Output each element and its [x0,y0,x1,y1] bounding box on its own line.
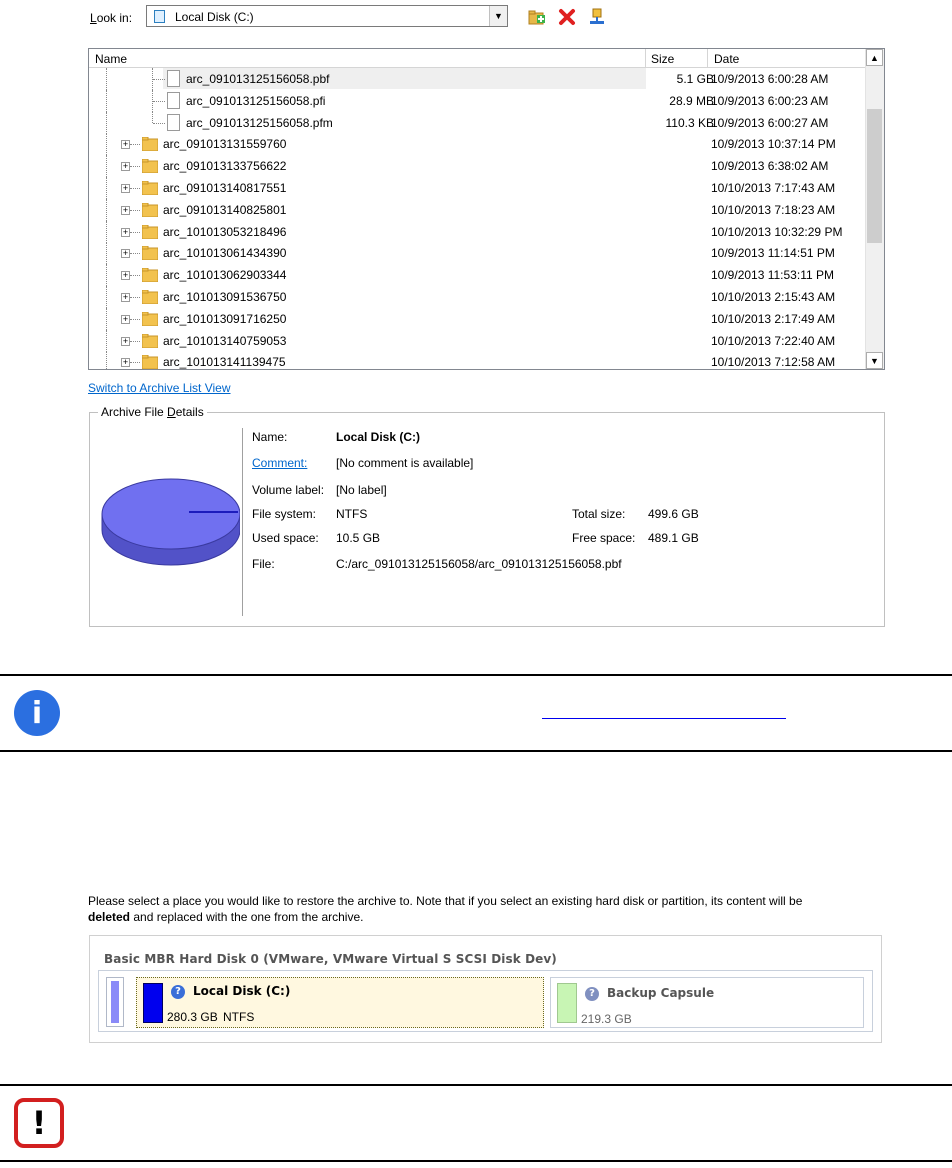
scroll-down-icon[interactable]: ▼ [866,352,883,369]
folder-name: arc_101013091716250 [163,311,287,326]
tree-guide [106,286,107,308]
file-date: 10/10/2013 7:17:43 AM [711,180,836,195]
file-date: 10/10/2013 7:12:58 AM [711,355,836,370]
disk-title: Basic MBR Hard Disk 0 (VMware, VMware Virtual S SCSI Disk Dev) [104,952,557,966]
name-value: Local Disk (C:) [336,430,421,444]
file-icon [167,114,180,131]
partition-size: 280.3 GB [167,1010,218,1024]
scroll-up-icon[interactable]: ▲ [866,49,883,66]
folder-name: arc_091013131559760 [163,137,287,152]
file-date: 10/9/2013 11:53:11 PM [711,268,834,283]
delete-icon[interactable] [558,8,576,26]
table-row[interactable] [89,199,865,221]
file-date: 10/10/2013 2:17:49 AM [711,311,836,326]
folder-name: arc_091013140817551 [163,180,287,195]
disk-unallocated-stub [106,977,124,1027]
restore-instruction-line2: deleted and replaced with the one from the archive. [88,910,364,924]
folder-icon [142,290,158,304]
note-link[interactable] [542,718,786,719]
partition-backup-capsule[interactable] [550,977,864,1028]
column-size[interactable]: Size [651,52,675,66]
file-date: 10/10/2013 7:18:23 AM [711,202,836,217]
table-row[interactable] [89,90,865,112]
table-row[interactable] [89,68,865,90]
file-date: 10/9/2013 6:00:28 AM [711,72,829,86]
switch-to-list-view-link[interactable]: Switch to Archive List View [88,381,231,395]
folder-name: arc_091013133756622 [163,159,287,174]
restore-instruction-line1: Please select a place you would like to restore the archive to. Note that if you select an existing hard disk or partition, its content will be [88,894,803,908]
folder-icon [142,159,158,173]
file-date: 10/9/2013 10:37:14 PM [711,137,836,152]
tree-guide [106,264,107,286]
expand-icon[interactable]: + [122,270,129,281]
total-size-value: 499.6 GB [648,507,699,521]
tree-guide [106,112,107,134]
table-row[interactable] [89,308,865,330]
tree-guide [106,199,107,221]
partition-color-bar [557,983,577,1023]
total-size-label: Total size: [572,507,626,521]
expand-icon[interactable]: + [122,357,129,368]
partition-size: 219.3 GB [581,1012,632,1026]
folder-icon [142,268,158,282]
partition-name: Local Disk (C:) [193,984,291,998]
free-space-value: 489.1 GB [648,531,699,545]
file-size: 5.1 GB [676,72,714,86]
folder-name: arc_091013140825801 [163,202,287,217]
folder-icon [142,225,158,239]
warning-bottom-rule [0,1160,952,1162]
file-icon [167,70,180,87]
tree-guide [106,242,107,264]
file-name: arc_091013125156058.pfm [186,115,333,130]
expand-icon[interactable]: + [122,226,129,237]
expand-icon[interactable]: + [122,139,129,150]
chevron-down-icon[interactable]: ▼ [489,6,507,26]
table-row[interactable] [89,286,865,308]
name-label: Name: [252,430,288,444]
partition-fs: NTFS [223,1010,255,1024]
used-space-value: 10.5 GB [336,531,381,545]
file-size: 28.9 MB [669,93,714,108]
partition-name: Backup Capsule [607,986,715,1000]
folder-icon [142,355,158,369]
expand-icon[interactable]: + [122,248,129,259]
table-row[interactable] [89,242,865,264]
partition-color-bar [143,983,163,1023]
tree-guide [106,155,107,177]
question-icon: ? [171,985,185,999]
file-label: File: [252,557,275,571]
expand-icon[interactable]: + [122,182,129,193]
comment-link[interactable]: Comment: [252,456,308,470]
folder-name: arc_101013140759053 [163,333,287,348]
tree-guide [106,351,107,370]
look-in-label: Look in: [90,11,133,25]
folder-icon [142,312,158,326]
table-row[interactable] [89,351,865,370]
tree-guide [106,308,107,330]
scroll-thumb[interactable] [867,109,882,243]
file-date: 10/10/2013 2:15:43 AM [711,289,836,304]
file-rows [89,68,865,370]
folder-name: arc_101013061434390 [163,246,287,261]
file-date: 10/9/2013 6:38:02 AM [711,159,829,174]
column-date[interactable]: Date [714,52,740,66]
network-drive-icon[interactable] [588,8,606,26]
folder-icon [142,203,158,217]
folder-icon [142,246,158,260]
tree-guide [106,221,107,243]
volume-label: Volume label: [252,483,325,497]
table-row[interactable] [89,221,865,243]
expand-icon[interactable]: + [122,335,129,346]
disk-pie-icon [98,474,240,574]
question-icon: ? [585,987,599,1001]
table-row[interactable] [89,112,865,134]
folder-icon [142,137,158,151]
archive-details-title: Archive File Details [98,405,207,419]
table-row[interactable] [89,177,865,199]
warning-icon: ! [14,1098,64,1148]
disk-icon [154,10,165,23]
file-system-label: File system: [252,507,317,521]
table-row[interactable] [89,155,865,177]
list-header [89,49,865,68]
tree-guide [106,133,107,155]
vertical-scrollbar[interactable] [865,49,884,369]
free-space-label: Free space: [572,531,636,545]
note-bottom-rule [0,750,952,752]
column-name[interactable]: Name [95,52,128,66]
file-date: 10/9/2013 6:00:23 AM [711,93,829,108]
folder-name: arc_101013091536750 [163,289,287,304]
folder-name: arc_101013053218496 [163,224,287,239]
tree-guide [106,68,107,90]
comment-value: [No comment is available] [336,456,474,470]
file-date: 10/9/2013 6:00:27 AM [711,115,829,130]
folder-icon [142,181,158,195]
note-top-rule [0,674,952,676]
used-space-label: Used space: [252,531,319,545]
expand-icon[interactable]: + [122,204,129,215]
file-date: 10/9/2013 11:14:51 PM [711,246,835,261]
expand-icon[interactable]: + [122,313,129,324]
folder-icon [142,334,158,348]
file-size: 110.3 KB [665,115,714,130]
volume-value: [No label] [336,483,387,497]
look-in-value: Local Disk (C:) [175,10,254,24]
file-value: C:/arc_091013125156058/arc_091013125156058.pbf [336,557,622,571]
folder-name: arc_101013062903344 [163,268,287,283]
expand-icon[interactable]: + [122,161,129,172]
table-row[interactable] [89,133,865,155]
look-in-dropdown[interactable] [146,5,508,27]
warning-top-rule [0,1084,952,1086]
new-folder-icon[interactable] [528,8,546,26]
file-name: arc_091013125156058.pbf [186,72,330,86]
archive-file-list[interactable] [88,48,885,370]
tree-guide [106,330,107,352]
file-date: 10/10/2013 10:32:29 PM [711,224,843,239]
table-row[interactable] [89,330,865,352]
file-system-value: NTFS [336,507,368,521]
table-row[interactable] [89,264,865,286]
tree-guide [106,177,107,199]
partition-local-disk[interactable] [136,977,544,1028]
file-date: 10/10/2013 7:22:40 AM [711,333,836,348]
expand-icon[interactable]: + [122,291,129,302]
file-name: arc_091013125156058.pfi [186,93,326,108]
folder-name: arc_101013141139475 [163,355,286,370]
tree-guide [106,90,107,112]
info-icon: i [14,690,60,736]
file-icon [167,92,180,109]
